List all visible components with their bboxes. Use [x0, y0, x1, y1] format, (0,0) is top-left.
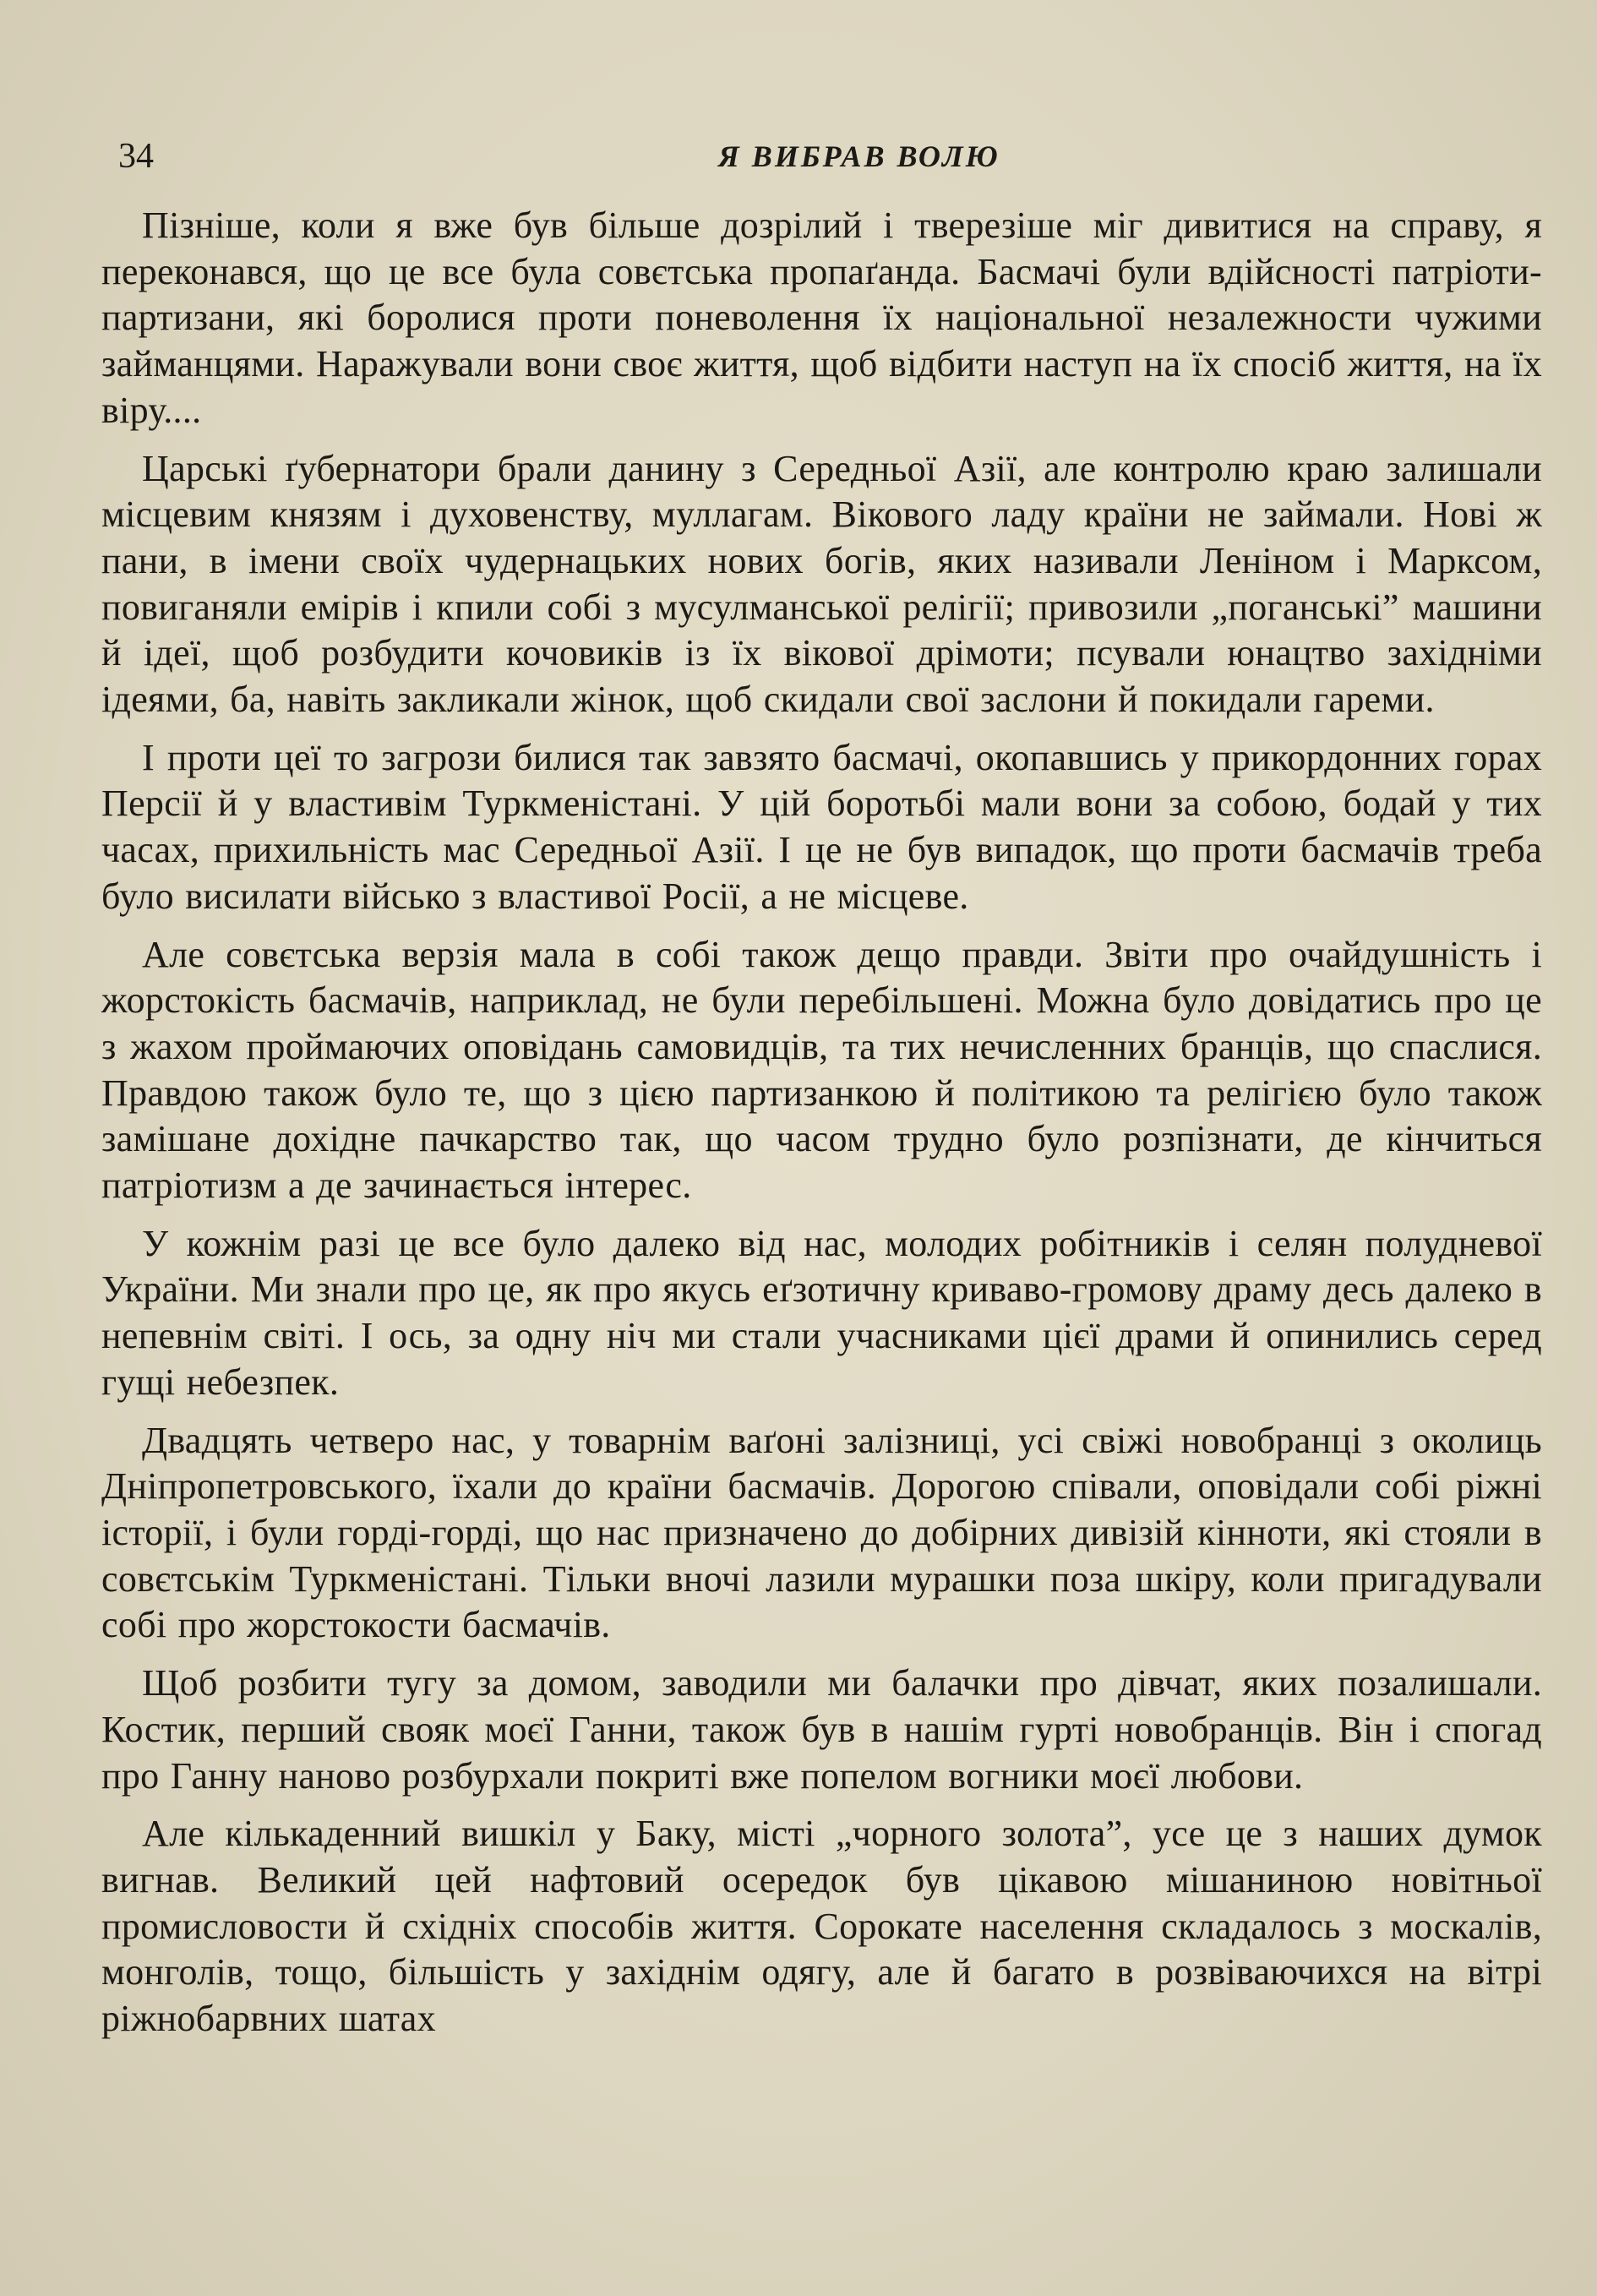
paragraph-1: Пізніше, коли я вже був більше дозрілий і тверезіше міг дивитися на справу, я переконався, що це все була совєтська пропаґанда. Басмачі були вдійсності патріоти-партизани, які боролися проти поневолення їх національної незалежности чужими займанцями. Наражували вони своє життя, щоб відбити наступ на їх спосіб життя, на їх віру.... [101, 205, 1542, 431]
paragraph-5: У кожнім разі це все було далеко від нас, молодих робітників і селян полудневої України. Ми знали про це, як про якусь еґзотичну криваво-громову драму десь далеко в непевнім світі. І ось, за одну ніч ми стали учасниками цієї драми й опинились серед гущі небезпек. [101, 1222, 1542, 1403]
paragraph-4: Але совєтська верзія мала в собі також дещо правди. Звіти про очайдушність і жорстокість басмачів, наприклад, не були перебільшені. Можна було довідатись про це з жахом проймаючих оповідань самовидців, та тих нечисленних бранців, що спаслися. Правдою також було те, що з цією партизанкою й політикою та релігією було також замішане дохідне пачкарство так, що часом трудно було розпізнати, де кінчиться патріотизм а де зачинається інтерес. [101, 933, 1542, 1207]
book-title: Я ВИБРАВ ВОЛЮ [718, 139, 1000, 173]
paragraph-2: Царські ґубернатори брали данину з Середньої Азії, але контролю краю залишали місцевим князям і духовенству, муллагам. Вікового ладу країни не займали. Нові ж пани, в імени своїх чудернацьких нових богів, яких називали Леніном і Марксом, повиганяли емірів і кпили собі з мусулманської релігії; привозили „поганські” машини й ідеї, щоб розбудити кочовиків із їх вікової дрімоти; псували юнацтво західніми ідеями, ба, навіть закликали жінок, щоб скидали свої заслони й покидали гареми. [101, 447, 1542, 721]
page-number: 34 [118, 137, 154, 176]
paragraph-3: І проти цеї то загрози билися так завзято басмачі, окопавшись у прикордонних горах Персії й у властивім Туркменістані. У цій боротьбі мали вони за собою, бодай у тих часах, прихильність мас Середньої Азії. І це не був випадок, що проти басмачів треба було висилати військо з властивої Росії, а не місцеве. [101, 736, 1542, 917]
paragraph-8: Але кількаденний вишкіл у Баку, місті „чорного золота”, усе це з наших думок вигнав. Великий цей нафтовий осередок був цікавою мішаниною новітньої промисловости й східніх способів життя. Сорокате населення складалось з москалів, монголів, тощо, більшість у західнім одягу, але й багато в розвіваючихся на вітрі ріжнобарвних шатах [101, 1813, 1542, 2040]
paragraph-7: Щоб розбити тугу за домом, заводили ми балачки про дівчат, яких позалишали. Костик, перший свояк моєї Ганни, також був в нашім гурті новобранців. Він і спогад про Ганну наново розбурхали покриті вже попелом вогники моєї любови. [101, 1662, 1542, 1797]
body-text [101, 203, 1542, 2054]
paragraph-6: Двадцять четверо нас, у товарнім ваґоні залізниці, усі свіжі новобранці з околиць Дніпропетровського, їхали до країни басмачів. Дорогою співали, оповідали собі ріжні історії, і були горді-горді, що нас призначено до добірних дивізій кінноти, які стояли в совєтськім Туркменістані. Тільки вночі лазили мурашки поза шкіру, коли пригадували собі про жорстокости басмачів. [101, 1419, 1542, 1646]
running-head [118, 131, 1546, 182]
